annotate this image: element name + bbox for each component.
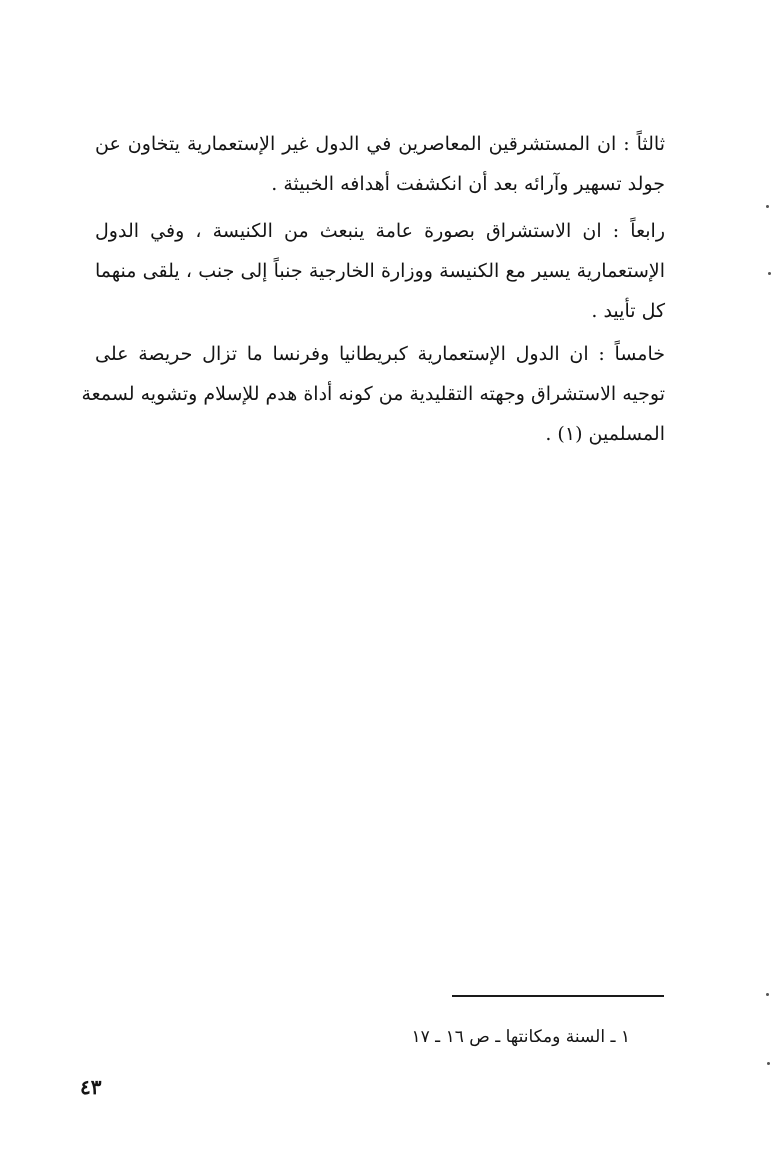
text-line: كل تأييد . <box>591 300 665 322</box>
paragraph-khamisan <box>81 334 665 454</box>
paragraph-rabian <box>95 211 665 331</box>
scan-speck <box>768 272 771 275</box>
scan-speck <box>766 993 769 996</box>
footnote-divider <box>452 995 664 997</box>
text-line: توجيه الاستشراق وجهته التقليدية من كونه أداة هدم للإسلام وتشويه لسمعة <box>81 383 665 405</box>
scan-speck <box>767 1062 770 1065</box>
scan-speck <box>766 205 769 208</box>
paragraph-thalithan <box>95 124 665 204</box>
text-line: رابعاً : ان الاستشراق بصورة عامة ينبعث من الكنيسة ، وفي الدول <box>95 220 665 242</box>
footnote: ١ ـ السنة ومكانتها ـ ص ١٦ ـ ١٧ <box>411 1027 630 1047</box>
text-line: خامساً : ان الدول الإستعمارية كبريطانيا وفرنسا ما تزال حريصة على <box>95 343 665 365</box>
page-number: ٤٣ <box>80 1075 102 1099</box>
text-line: جولد تسهير وآرائه بعد أن انكشفت أهدافه الخبيثة . <box>271 173 665 195</box>
text-line: المسلمين (١) . <box>545 423 665 445</box>
text-line: ثالثاً : ان المستشرقين المعاصرين في الدول غير الإستعمارية يتخاون عن <box>95 133 665 155</box>
text-line: الإستعمارية يسير مع الكنيسة ووزارة الخارجية جنباً إلى جنب ، يلقى منهما <box>95 260 665 282</box>
